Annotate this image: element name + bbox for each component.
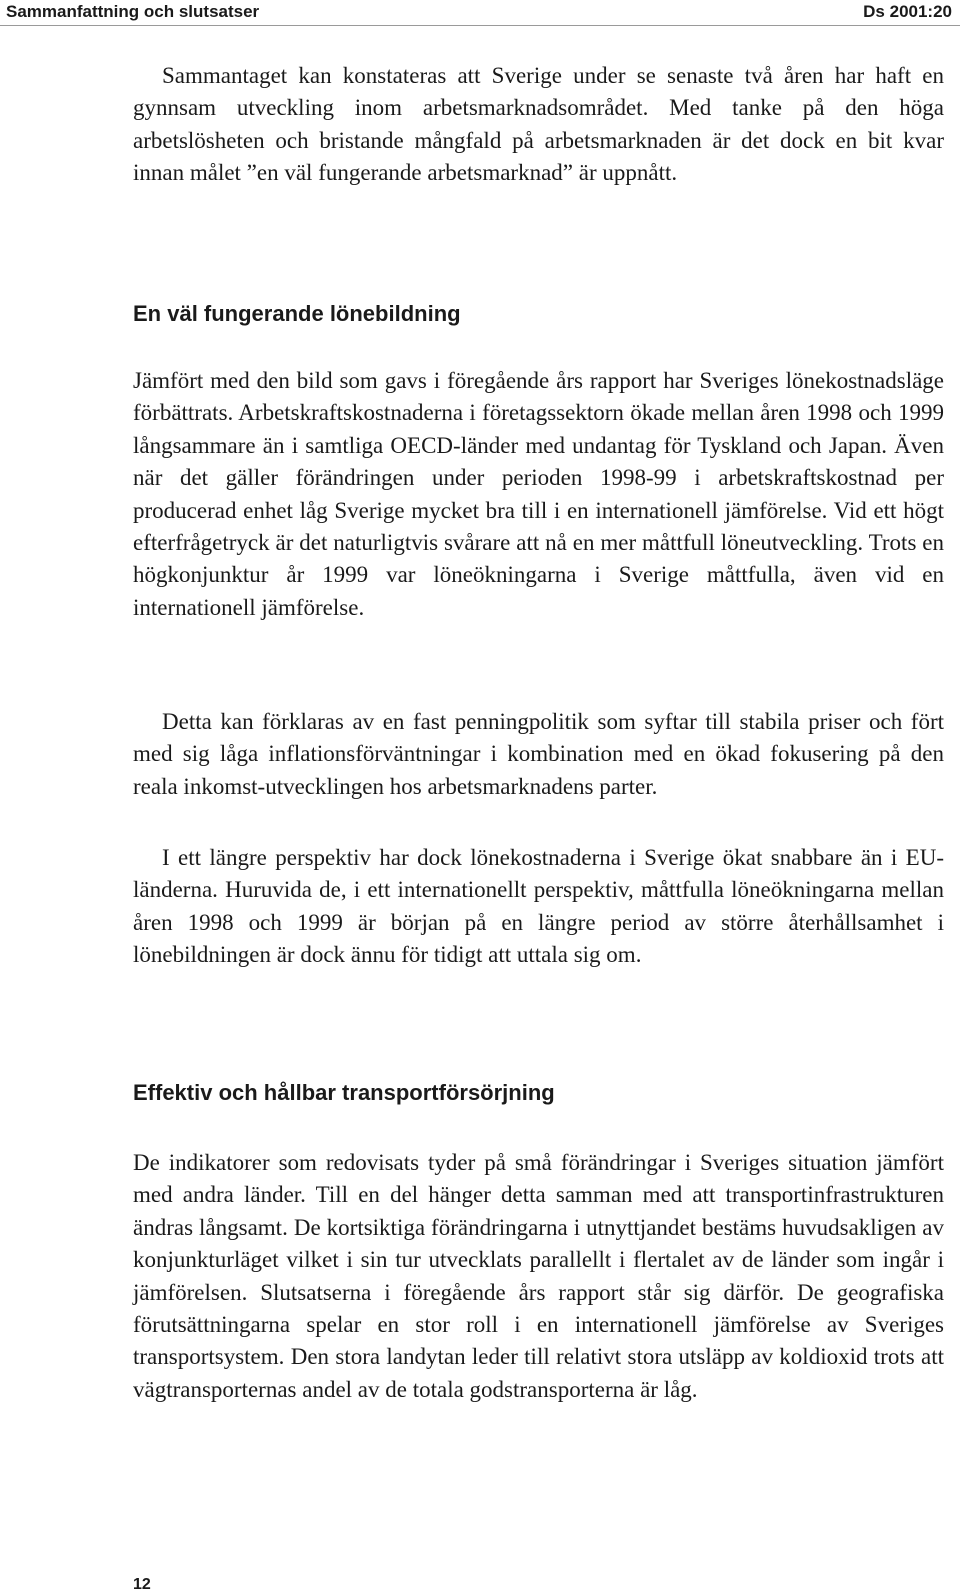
intro-paragraph: Sammantaget kan konstateras att Sverige under se senaste två åren har haft en gynnsam utveckling inom arbetsmarknadsområdet. Med tanke på den höga arbetslösheten och bristande mångfald på arbetsmarknaden är det dock en bit kvar innan målet ”en väl fungerande arbetsmarknad” är uppnått. bbox=[133, 63, 944, 186]
section-heading-transport: Effektiv och hållbar transportförsörjning bbox=[133, 1080, 555, 1105]
lonebildning-paragraph-1: Jämfört med den bild som gavs i föregående års rapport har Sveriges lönekostnadsläge förbättrats. Arbetskraftskostnaderna i företagssektorn ökade mellan åren 1998 och 1999 långsammare än i samtliga OECD-länder med undantag för Tyskland och Japan. Även när det gäller förändringen under perioden 1998-99 i arbetskraftskostnad per producerad enhet låg Sverige mycket bra till i en internationell jämförelse. Vid ett högt efterfrågetryck är det naturligtvis svårare att nå en mer måttfull löneutveckling. Trots en högkonjunktur år 1999 var löneökningarna i Sverige måttfulla, även vid en internationell jämförelse. bbox=[133, 368, 944, 620]
lonebildning-paragraph-2: Detta kan förklaras av en fast penningpolitik som syftar till stabila priser och fört med sig låga inflationsförväntningar i kombination med en ökad fokusering på den reala inkomst-utvecklingen hos arbetsmarknadens parter. bbox=[133, 709, 944, 799]
header-rule bbox=[0, 25, 960, 26]
header-document-id: Ds 2001:20 bbox=[863, 2, 952, 21]
transport-paragraph-1: De indikatorer som redovisats tyder på små förändringar i Sveriges situation jämfört med andra länder. Till en del hänger detta samman med att transportinfrastrukturen ändras långsamt. De kortsiktiga förändringarna i utnyttjandet bestäms huvudsakligen av konjunkturläget vilket i sin tur utvecklats parallellt i flertalet av de länder som ingår i jämförelsen. Slutsatserna i föregående års rapport står sig därför. De geografiska förutsättningarna spelar en stor roll i en internationell jämförelse av Sveriges transportsystem. Den stora landytan leder till relativt stora utsläpp av koldioxid trots att vägtransporternas andel av de totala godstransporterna är låg. bbox=[133, 1150, 944, 1402]
running-header bbox=[0, 0, 960, 26]
page-number: 12 bbox=[133, 1576, 151, 1593]
section-heading-lonebildning: En väl fungerande lönebildning bbox=[133, 301, 461, 326]
header-section-title: Sammanfattning och slutsatser bbox=[6, 2, 260, 21]
lonebildning-paragraph-3: I ett längre perspektiv har dock lönekostnaderna i Sverige ökat snabbare än i EU-länderna. Huruvida de, i ett internationellt perspektiv, måttfulla löneökningarna mellan åren 1998 och 1999 är början på en längre period av större återhållsamhet i lönebildningen är dock ännu för tidigt att uttala sig om. bbox=[133, 845, 944, 968]
